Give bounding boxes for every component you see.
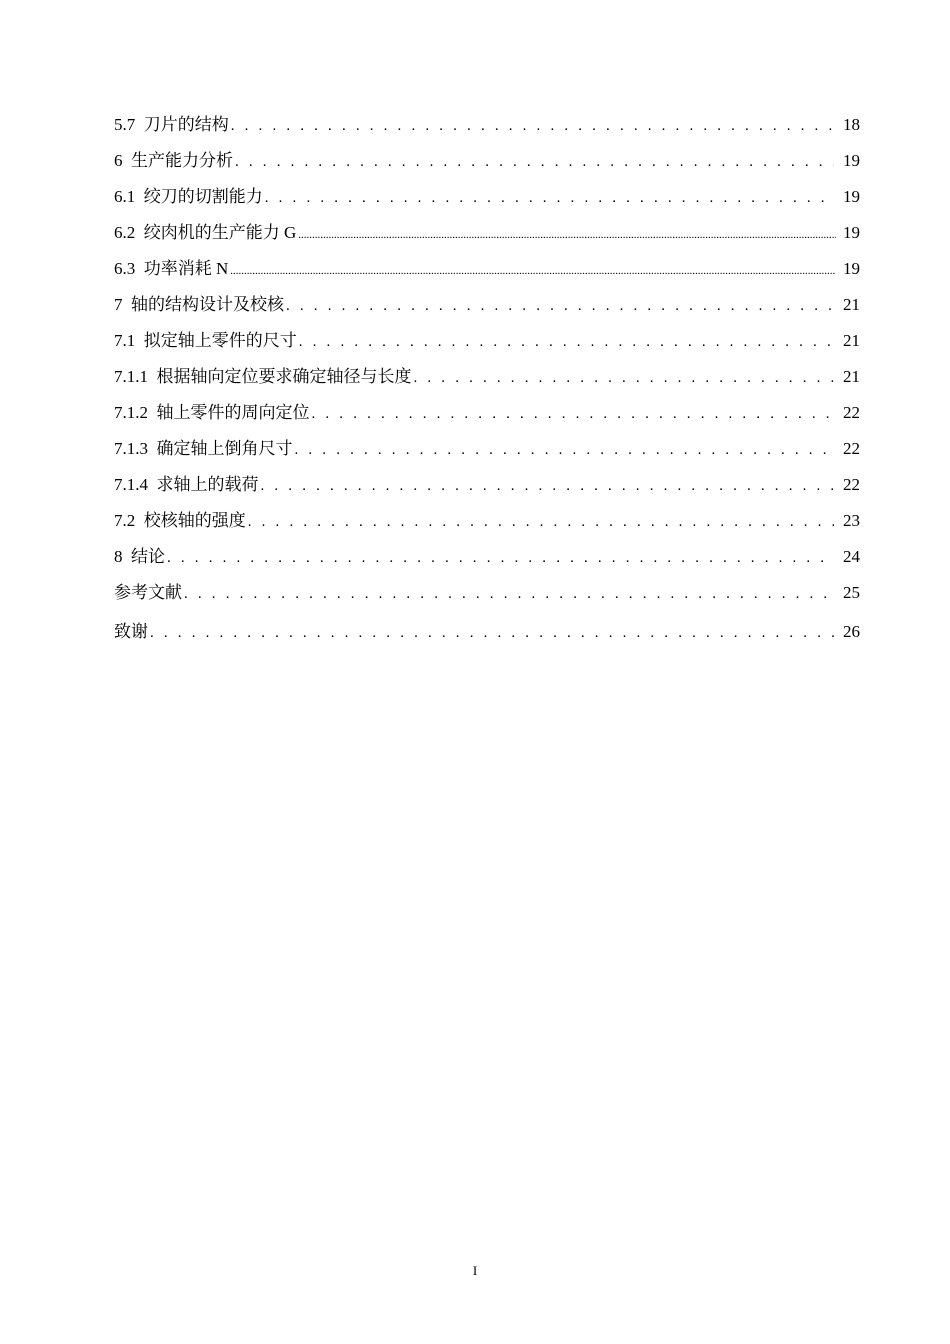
- toc-leader-dots: [184, 576, 834, 612]
- toc-entry-page: 21: [843, 367, 860, 386]
- toc-entry[interactable]: [114, 539, 860, 575]
- toc-leader-dots: [312, 396, 835, 432]
- toc-entry-page: 26: [843, 622, 860, 641]
- toc-entry-number: 7.1.1: [114, 367, 148, 386]
- toc-entry-title: 轴的结构设计及校核: [131, 295, 284, 314]
- toc-entry-title: 校核轴的强度: [143, 511, 246, 530]
- toc-entry-page: 22: [843, 403, 860, 422]
- toc-entry[interactable]: [114, 431, 860, 467]
- toc-leader-dots: [150, 615, 834, 651]
- toc-entry-number: 6.3: [114, 259, 136, 278]
- toc-leader-dots: [298, 217, 836, 253]
- toc-entry-number: 5.7: [114, 115, 136, 134]
- toc-entry[interactable]: [114, 467, 860, 503]
- page-footer: [0, 1263, 950, 1279]
- toc-entry-title: 参考文献: [114, 583, 182, 602]
- toc-leader-dots: [414, 360, 835, 396]
- toc-leader-dots: [248, 504, 834, 540]
- toc-leader-dots: [235, 144, 834, 180]
- toc-leader-dots: [299, 324, 834, 360]
- toc-entry[interactable]: [114, 395, 860, 431]
- toc-leader-dots: [295, 432, 835, 468]
- toc-entry-title: 生产能力分析: [131, 151, 233, 170]
- toc-entry[interactable]: [114, 107, 860, 143]
- toc-entry-number: 7.1.3: [114, 439, 148, 458]
- toc-entry[interactable]: [114, 251, 860, 287]
- toc-entry-page: 23: [843, 511, 860, 530]
- toc-leader-dots: [167, 540, 834, 576]
- toc-entry-title: 结论: [131, 547, 165, 566]
- toc-entry-title: 绞肉机的生产能力 G: [143, 223, 297, 242]
- toc-leader-dots: [231, 108, 834, 144]
- toc-entry[interactable]: [114, 575, 860, 611]
- toc-entry-number: 7: [114, 295, 123, 314]
- toc-entry-page: 19: [843, 151, 860, 170]
- toc-entry-page: 21: [843, 295, 860, 314]
- toc-entry-number: 6.2: [114, 223, 136, 242]
- toc-entry-title: 致谢: [114, 622, 148, 641]
- toc-leader-dots: [230, 253, 836, 289]
- toc-entry-title: 刀片的结构: [143, 115, 229, 134]
- toc-entry-number: 6: [114, 151, 123, 170]
- toc-entry-page: 24: [843, 547, 860, 566]
- toc-entry[interactable]: [114, 614, 860, 650]
- toc-entry-number: 6.1: [114, 187, 136, 206]
- table-of-contents: [114, 107, 860, 650]
- toc-leader-dots: [261, 468, 835, 504]
- toc-entry-page: 21: [843, 331, 860, 350]
- page-number: I: [472, 1263, 478, 1278]
- toc-leader-dots: [286, 288, 834, 324]
- toc-entry-number: 7.2: [114, 511, 136, 530]
- toc-entry-number: 7.1.2: [114, 403, 148, 422]
- toc-entry[interactable]: [114, 215, 860, 251]
- toc-entry[interactable]: [114, 323, 860, 359]
- toc-entry-title: 功率消耗 N: [143, 259, 229, 278]
- toc-entry-page: 19: [843, 223, 860, 242]
- toc-entry-title: 求轴上的载荷: [156, 475, 259, 494]
- toc-entry[interactable]: [114, 503, 860, 539]
- toc-entry-page: 18: [843, 115, 860, 134]
- toc-entry-number: 8: [114, 547, 123, 566]
- toc-entry-page: 25: [843, 583, 860, 602]
- toc-entry-number: 7.1: [114, 331, 136, 350]
- toc-entry-title: 绞刀的切割能力: [143, 187, 263, 206]
- toc-entry-page: 22: [843, 439, 860, 458]
- toc-entry[interactable]: [114, 179, 860, 215]
- toc-entry-page: 22: [843, 475, 860, 494]
- toc-entry-number: 7.1.4: [114, 475, 148, 494]
- toc-entry[interactable]: [114, 287, 860, 323]
- toc-entry-title: 拟定轴上零件的尺寸: [143, 331, 297, 350]
- toc-entry-title: 根据轴向定位要求确定轴径与长度: [156, 367, 412, 386]
- toc-leader-dots: [265, 180, 834, 216]
- toc-entry-page: 19: [843, 259, 860, 278]
- toc-entry-title: 确定轴上倒角尺寸: [156, 439, 293, 458]
- toc-entry-title: 轴上零件的周向定位: [156, 403, 310, 422]
- toc-entry[interactable]: [114, 143, 860, 179]
- toc-entry-page: 19: [843, 187, 860, 206]
- toc-entry[interactable]: [114, 359, 860, 395]
